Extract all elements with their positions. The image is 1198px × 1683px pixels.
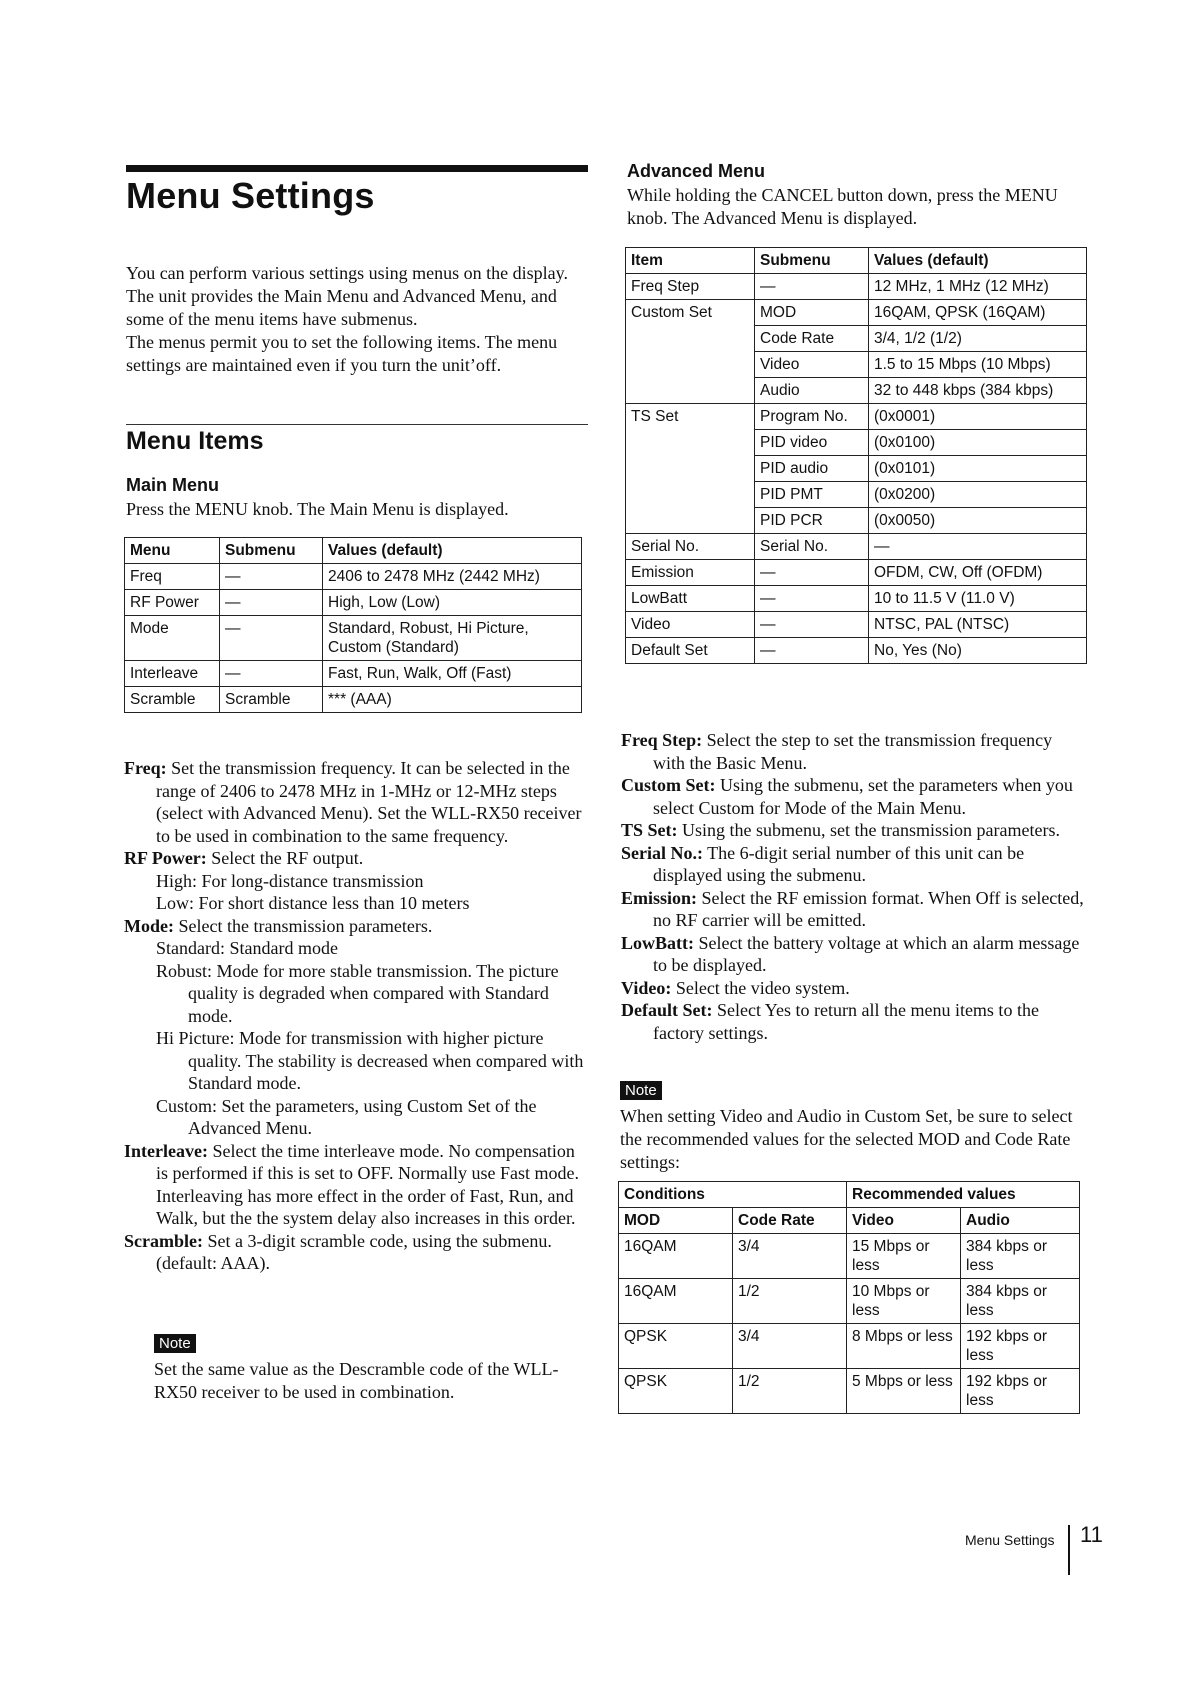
table-cell: 15 Mbps or less <box>847 1234 961 1279</box>
def-mode-robust: Robust: Mode for more stable transmission. The picture quality is degraded when compared with Standard mode. <box>156 960 559 1026</box>
table-row <box>626 404 1087 430</box>
def-term: Emission: <box>621 887 698 908</box>
def-text: Select the RF emission format. When Off is selected, no RF carrier will be emitted. <box>653 887 1084 930</box>
def-term: Freq Step: <box>621 730 703 750</box>
intro-text <box>126 262 588 377</box>
intro-line-3: The menus permit you to set the following items. The menu settings are maintained even if you turn the unit’off. <box>126 332 558 375</box>
table-cell: 16QAM, QPSK (16QAM) <box>869 300 1087 326</box>
table-cell: Interleave <box>125 661 220 687</box>
table-row <box>619 1369 1080 1414</box>
table-cell: (0x0001) <box>869 404 1087 430</box>
table-cell: Freq <box>125 564 220 590</box>
def-mode <box>124 915 586 938</box>
table-row <box>626 560 1087 586</box>
table-header: Menu <box>125 538 220 564</box>
table-cell: PID video <box>755 430 869 456</box>
table-cell: LowBatt <box>626 586 755 612</box>
footer-divider <box>1068 1525 1070 1575</box>
table-cell: 16QAM <box>619 1234 733 1279</box>
table-cell: — <box>220 590 323 616</box>
def-term: Serial No.: <box>621 842 703 863</box>
table-cell: Scramble <box>125 687 220 713</box>
def-term: RF Power: <box>124 848 207 868</box>
table-row <box>125 687 582 713</box>
table-cell: 384 kbps or less <box>961 1279 1080 1324</box>
table-cell: 3/4, 1/2 (1/2) <box>869 326 1087 352</box>
table-cell: OFDM, CW, Off (OFDM) <box>869 560 1087 586</box>
table-cell: Mode <box>125 616 220 661</box>
def-text: Select the step to set the transmission frequency with the Basic Menu. <box>653 730 1053 773</box>
advanced-menu-intro: While holding the CANCEL button down, press the MENU knob. The Advanced Menu is displayed. <box>627 185 1058 228</box>
table-header: Submenu <box>220 538 323 564</box>
table-cell: — <box>220 661 323 687</box>
table-cell: Freq Step <box>626 274 755 300</box>
table-cell: 3/4 <box>733 1324 847 1369</box>
table-cell: High, Low (Low) <box>323 590 582 616</box>
table-cell: 3/4 <box>733 1234 847 1279</box>
table-group-header: Conditions <box>619 1182 847 1208</box>
table-cell: Video <box>755 352 869 378</box>
def-ts-set <box>621 819 1087 842</box>
table-cell: Serial No. <box>626 534 755 560</box>
main-menu-title: Main Menu <box>126 475 219 495</box>
table-cell: 5 Mbps or less <box>847 1369 961 1414</box>
def-text: Select the time interleave mode. No compensation is performed if this is set to OFF. Normally use Fast mode. Interleaving has more effect in the order of Fast, Run, and Walk, but the the system delay also increases in this order. <box>156 1140 580 1228</box>
table-cell: Emission <box>626 560 755 586</box>
table-row <box>619 1234 1080 1279</box>
def-term: TS Set: <box>621 820 678 840</box>
table-cell: 16QAM <box>619 1279 733 1324</box>
note-text-right: When setting Video and Audio in Custom Set, be sure to select the recommended values for the selected MOD and Code Rate settings: <box>620 1106 1073 1172</box>
table-cell: NTSC, PAL (NTSC) <box>869 612 1087 638</box>
def-text: Set the transmission frequency. It can be selected in the range of 2406 to 2478 MHz in 1-MHz or 12-MHz steps (select with Advanced Menu). Set the WLL-RX50 receiver to be used in combination to the same frequency. <box>156 758 582 846</box>
table-cell: 12 MHz, 1 MHz (12 MHz) <box>869 274 1087 300</box>
def-mode-standard: Standard: Standard mode <box>156 938 338 958</box>
table-header: MOD <box>619 1208 733 1234</box>
def-scramble <box>124 1230 586 1275</box>
table-cell: PID PMT <box>755 482 869 508</box>
section-rule <box>126 424 588 425</box>
intro-line-2: The unit provides the Main Menu and Advanced Menu, and some of the menu items have submenus. <box>126 286 557 329</box>
def-serial-no <box>621 842 1087 887</box>
def-term: Scramble: <box>124 1230 203 1251</box>
table-cell: Audio <box>755 378 869 404</box>
table-row <box>626 300 1087 326</box>
table-cell: MOD <box>755 300 869 326</box>
def-term: Freq: <box>124 758 167 778</box>
table-cell: Program No. <box>755 404 869 430</box>
footer-section-label: Menu Settings <box>965 1532 1055 1548</box>
table-cell: — <box>220 564 323 590</box>
table-cell: 1/2 <box>733 1369 847 1414</box>
def-text: Set a 3-digit scramble code, using the submenu. (default: AAA). <box>156 1230 552 1273</box>
table-cell: QPSK <box>619 1324 733 1369</box>
table-cell: 1/2 <box>733 1279 847 1324</box>
page-number: 11 <box>1080 1522 1103 1547</box>
table-cell: PID audio <box>755 456 869 482</box>
note-badge-left <box>154 1334 196 1353</box>
table-group-header: Recommended values <box>847 1182 1080 1208</box>
def-freq <box>124 757 586 847</box>
def-mode-hipicture: Hi Picture: Mode for transmission with higher picture quality. The stability is decreased when compared with Standard mode. <box>156 1028 584 1093</box>
advanced-menu-table <box>625 247 1087 664</box>
table-cell: (0x0100) <box>869 430 1087 456</box>
section-title: Menu Items <box>126 427 264 455</box>
table-cell: — <box>755 274 869 300</box>
def-text: Select the RF output. <box>211 848 364 868</box>
note-label: Note <box>154 1334 196 1353</box>
table-cell: Code Rate <box>755 326 869 352</box>
table-cell: 10 to 11.5 V (11.0 V) <box>869 586 1087 612</box>
main-menu-table <box>124 537 582 713</box>
table-cell: Scramble <box>220 687 323 713</box>
page-title: Menu Settings <box>126 175 375 216</box>
recommended-values-table <box>618 1181 1080 1414</box>
title-rule <box>126 165 588 172</box>
table-cell: Fast, Run, Walk, Off (Fast) <box>323 661 582 687</box>
def-rf-high: High: For long-distance transmission <box>156 870 424 891</box>
def-lowbatt <box>621 932 1087 977</box>
advanced-menu-definitions <box>621 729 1087 1044</box>
table-cell: 8 Mbps or less <box>847 1324 961 1369</box>
table-row <box>125 590 582 616</box>
table-cell: — <box>755 612 869 638</box>
table-cell: Default Set <box>626 638 755 664</box>
table-row <box>619 1324 1080 1369</box>
table-cell: TS Set <box>626 404 755 534</box>
def-term: LowBatt: <box>621 932 694 953</box>
def-term: Video: <box>621 977 672 998</box>
table-header: Item <box>626 248 755 274</box>
def-rf-power <box>124 847 586 870</box>
table-cell: — <box>220 616 323 661</box>
table-cell: *** (AAA) <box>323 687 582 713</box>
def-video <box>621 977 1087 1000</box>
table-cell: No, Yes (No) <box>869 638 1087 664</box>
table-header: Submenu <box>755 248 869 274</box>
table-cell: 1.5 to 15 Mbps (10 Mbps) <box>869 352 1087 378</box>
table-cell: QPSK <box>619 1369 733 1414</box>
table-header: Values (default) <box>323 538 582 564</box>
advanced-menu-title: Advanced Menu <box>627 161 766 181</box>
def-freq-step <box>621 729 1087 774</box>
def-text: Select the battery voltage at which an alarm message to be displayed. <box>653 932 1080 975</box>
table-cell: (0x0101) <box>869 456 1087 482</box>
table-cell: — <box>755 560 869 586</box>
table-cell: PID PCR <box>755 508 869 534</box>
table-row <box>125 616 582 661</box>
table-row <box>626 534 1087 560</box>
table-header: Code Rate <box>733 1208 847 1234</box>
table-cell: — <box>869 534 1087 560</box>
table-cell: RF Power <box>125 590 220 616</box>
main-menu-intro: Press the MENU knob. The Main Menu is displayed. <box>126 499 509 519</box>
def-custom-set <box>621 774 1087 819</box>
table-cell: — <box>755 586 869 612</box>
table-header: Video <box>847 1208 961 1234</box>
def-term: Custom Set: <box>621 775 716 795</box>
def-interleave <box>124 1140 586 1230</box>
table-cell: 32 to 448 kbps (384 kbps) <box>869 378 1087 404</box>
intro-line-1: You can perform various settings using menus on the display. <box>126 263 568 283</box>
note-label: Note <box>620 1081 662 1100</box>
def-text: Select Yes to return all the menu items to the factory settings. <box>653 1000 1039 1043</box>
def-mode-custom: Custom: Set the parameters, using Custom Set of the Advanced Menu. <box>156 1095 537 1138</box>
table-row <box>626 638 1087 664</box>
table-row <box>619 1279 1080 1324</box>
table-row <box>626 612 1087 638</box>
def-text: Using the submenu, set the parameters when you select Custom for Mode of the Main Menu. <box>653 775 1073 818</box>
def-term: Interleave: <box>124 1140 208 1161</box>
def-rf-low: Low: For short distance less than 10 meters <box>156 893 470 913</box>
table-row <box>626 274 1087 300</box>
def-text: Using the submenu, set the transmission parameters. <box>682 820 1060 840</box>
table-row <box>626 586 1087 612</box>
table-cell: 384 kbps or less <box>961 1234 1080 1279</box>
table-cell: Custom Set <box>626 300 755 404</box>
table-header: Audio <box>961 1208 1080 1234</box>
def-text: Select the transmission parameters. <box>178 915 433 936</box>
note-badge-right <box>620 1081 662 1100</box>
def-emission <box>621 887 1087 932</box>
table-cell: Standard, Robust, Hi Picture, Custom (Standard) <box>323 616 582 661</box>
def-text: The 6-digit serial number of this unit can be displayed using the submenu. <box>653 842 1025 885</box>
table-cell: Serial No. <box>755 534 869 560</box>
def-text: Select the video system. <box>675 977 850 998</box>
main-menu-definitions <box>124 757 586 1275</box>
table-row <box>125 661 582 687</box>
def-term: Mode: <box>124 915 174 936</box>
table-cell: 192 kbps or less <box>961 1369 1080 1414</box>
table-cell: (0x0050) <box>869 508 1087 534</box>
def-term: Default Set: <box>621 1000 713 1020</box>
table-cell: Video <box>626 612 755 638</box>
table-cell: 2406 to 2478 MHz (2442 MHz) <box>323 564 582 590</box>
table-cell: 192 kbps or less <box>961 1324 1080 1369</box>
table-cell: — <box>755 638 869 664</box>
note-text-left: Set the same value as the Descramble code of the WLL-RX50 receiver to be used in combination. <box>154 1359 559 1402</box>
table-cell: (0x0200) <box>869 482 1087 508</box>
table-header: Values (default) <box>869 248 1087 274</box>
table-cell: 10 Mbps or less <box>847 1279 961 1324</box>
def-default-set <box>621 999 1087 1044</box>
table-row <box>125 564 582 590</box>
